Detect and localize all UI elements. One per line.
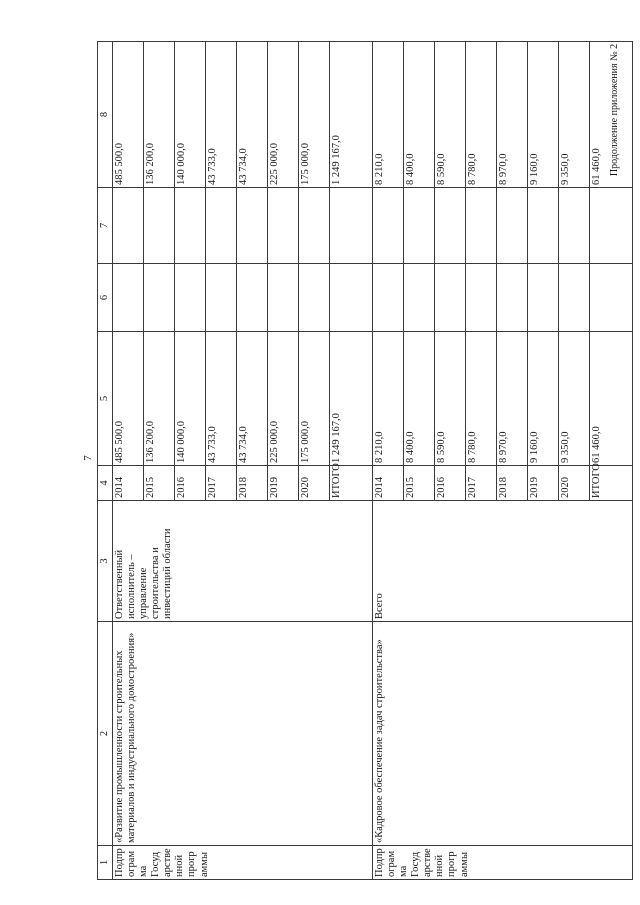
empty-cell [435, 264, 466, 332]
empty-cell [404, 188, 435, 264]
total-amount-cell: 43 733,0 [206, 42, 237, 188]
total-amount-cell: 140 000,0 [175, 42, 206, 188]
total-amount-cell: 9 160,0 [528, 42, 559, 188]
year-cell: 2018 [237, 466, 268, 501]
empty-cell [497, 188, 528, 264]
year-cell: 2015 [404, 466, 435, 501]
total-amount-cell: 8 780,0 [466, 42, 497, 188]
empty-cell [206, 264, 237, 332]
empty-cell [435, 188, 466, 264]
amount-cell: 9 160,0 [528, 332, 559, 466]
amount-cell: 225 000,0 [268, 332, 299, 466]
empty-cell [404, 264, 435, 332]
amount-cell: 175 000,0 [299, 332, 330, 466]
empty-cell [330, 188, 373, 264]
year-cell: 2015 [144, 466, 175, 501]
column-header: 2 [98, 622, 113, 846]
amount-cell: 8 210,0 [373, 332, 404, 466]
year-cell: 2019 [528, 466, 559, 501]
empty-cell [590, 264, 633, 332]
empty-cell [268, 188, 299, 264]
empty-cell [330, 264, 373, 332]
empty-cell [113, 264, 144, 332]
column-header: 3 [98, 501, 113, 622]
amount-cell: 140 000,0 [175, 332, 206, 466]
empty-cell [237, 264, 268, 332]
column-header: 1 [98, 846, 113, 880]
empty-cell [268, 264, 299, 332]
empty-cell [175, 188, 206, 264]
empty-cell [206, 188, 237, 264]
empty-cell [466, 264, 497, 332]
empty-cell [528, 188, 559, 264]
year-cell: ИТОГО [590, 466, 633, 501]
amount-cell: 8 780,0 [466, 332, 497, 466]
amount-cell: 61 460,0 [590, 332, 633, 466]
subprogram-name-cell: «Кадровое обеспечение задач строительства» [373, 622, 633, 846]
empty-cell [144, 188, 175, 264]
amount-cell: 43 734,0 [237, 332, 268, 466]
table-row [373, 42, 404, 880]
page-number: 7 [82, 455, 94, 461]
year-cell: 2016 [435, 466, 466, 501]
empty-cell [237, 188, 268, 264]
column-header: 7 [98, 188, 113, 264]
column-header: 6 [98, 264, 113, 332]
empty-cell [113, 188, 144, 264]
row-category-cell: Подпрограмма Государственной программы [113, 846, 373, 880]
year-cell: 2020 [299, 466, 330, 501]
funding-table [97, 41, 633, 880]
total-amount-cell: 225 000,0 [268, 42, 299, 188]
empty-cell [590, 188, 633, 264]
amount-cell: 8 590,0 [435, 332, 466, 466]
table-frame [97, 42, 603, 880]
executor-cell: Ответственный исполнитель – управление строительства и инвестиций области [113, 501, 373, 622]
empty-cell [175, 264, 206, 332]
total-amount-cell: 8 970,0 [497, 42, 528, 188]
empty-cell [559, 188, 590, 264]
empty-cell [299, 264, 330, 332]
empty-cell [466, 188, 497, 264]
empty-cell [144, 264, 175, 332]
column-header: 5 [98, 332, 113, 466]
year-cell: 2017 [466, 466, 497, 501]
amount-cell: 9 350,0 [559, 332, 590, 466]
year-cell: ИТОГО [330, 466, 373, 501]
empty-cell [299, 188, 330, 264]
year-cell: 2020 [559, 466, 590, 501]
year-cell: 2014 [373, 466, 404, 501]
total-amount-cell: 175 000,0 [299, 42, 330, 188]
amount-cell: 8 400,0 [404, 332, 435, 466]
executor-cell: Всего [373, 501, 633, 622]
amount-cell: 1 249 167,0 [330, 332, 373, 466]
table-row [113, 42, 144, 880]
empty-cell [373, 188, 404, 264]
amount-cell: 485 500,0 [113, 332, 144, 466]
column-header: 8 [98, 42, 113, 188]
total-amount-cell: 8 210,0 [373, 42, 404, 188]
empty-cell [497, 264, 528, 332]
total-amount-cell: 61 460,0 [590, 42, 633, 188]
total-amount-cell: 8 400,0 [404, 42, 435, 188]
year-cell: 2018 [497, 466, 528, 501]
total-amount-cell: 136 200,0 [144, 42, 175, 188]
header-row [98, 42, 113, 880]
empty-cell [373, 264, 404, 332]
amount-cell: 8 970,0 [497, 332, 528, 466]
subprogram-name-cell: «Развитие промышленности строительных материалов и индустриального домостроения» [113, 622, 373, 846]
appendix-label: Продолжение приложения № 2 [609, 43, 620, 177]
row-category-cell: Подпрограмма Государственной программы [373, 846, 633, 880]
total-amount-cell: 1 249 167,0 [330, 42, 373, 188]
total-amount-cell: 485 500,0 [113, 42, 144, 188]
amount-cell: 136 200,0 [144, 332, 175, 466]
column-header: 4 [98, 466, 113, 501]
year-cell: 2014 [113, 466, 144, 501]
year-cell: 2016 [175, 466, 206, 501]
year-cell: 2019 [268, 466, 299, 501]
total-amount-cell: 43 734,0 [237, 42, 268, 188]
total-amount-cell: 8 590,0 [435, 42, 466, 188]
total-amount-cell: 9 350,0 [559, 42, 590, 188]
empty-cell [559, 264, 590, 332]
amount-cell: 43 733,0 [206, 332, 237, 466]
empty-cell [528, 264, 559, 332]
year-cell: 2017 [206, 466, 237, 501]
